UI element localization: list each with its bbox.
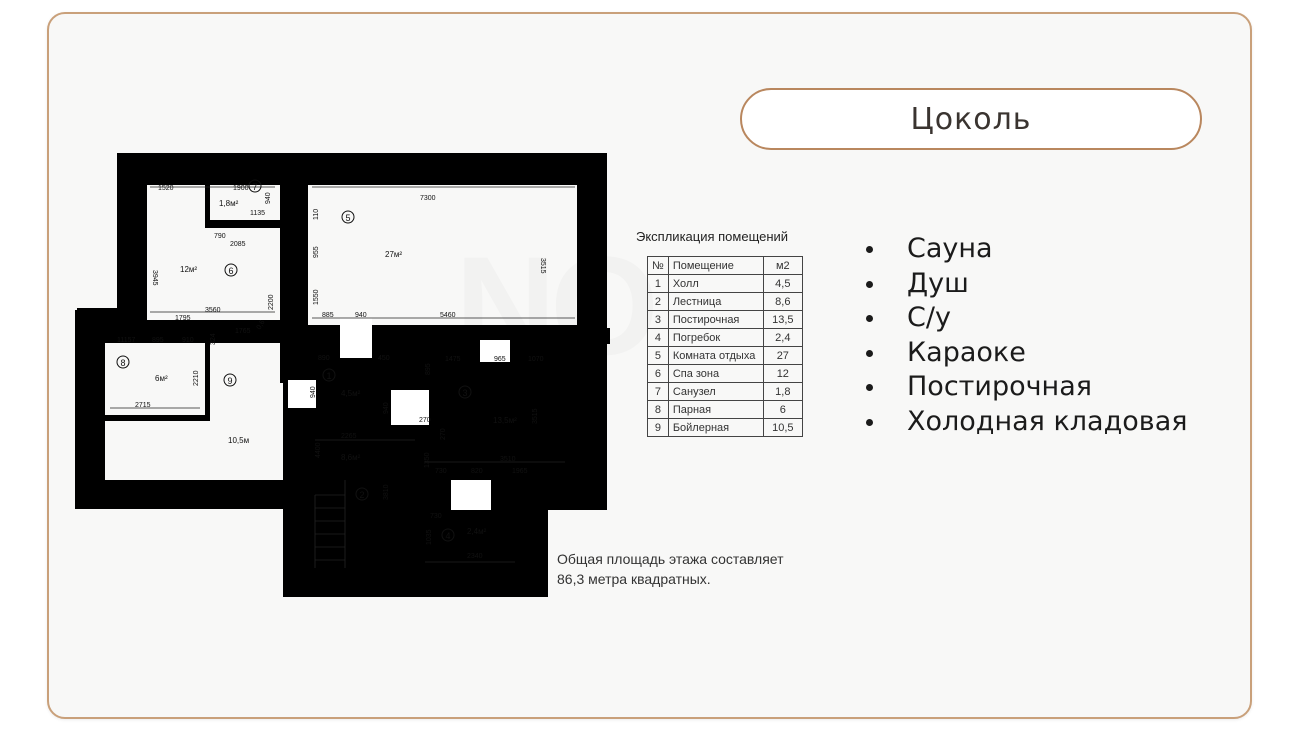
dim-label: 3945 xyxy=(151,270,158,286)
bullet-icon xyxy=(866,350,873,357)
feature-item xyxy=(866,405,1187,440)
legend-row xyxy=(648,329,803,347)
dim-label: 2085 xyxy=(230,241,246,248)
dim-label: 324 xyxy=(210,333,217,345)
total-area-note xyxy=(557,549,784,589)
feature-item xyxy=(866,232,1187,267)
dim-label: 270 xyxy=(419,417,431,424)
feature-item xyxy=(866,267,1187,302)
dim-label: 2715 xyxy=(135,402,151,409)
dim-label: 1965 xyxy=(512,468,528,475)
legend-num: 1 xyxy=(648,275,669,293)
feature-item xyxy=(866,370,1187,405)
dim-label: 1135 xyxy=(250,210,266,217)
dim-label: 270 xyxy=(440,428,447,440)
feature-label: Душ xyxy=(907,267,969,299)
dim-label: 11157 xyxy=(117,337,136,344)
room-area-7: 1,8м² xyxy=(219,199,239,208)
dim-label: 1035 xyxy=(426,529,433,545)
note-line-1: Общая площадь этажа составляет xyxy=(557,551,784,567)
dim-label: 110 xyxy=(313,208,320,220)
legend-room: Бойлерная xyxy=(668,419,763,437)
legend-row xyxy=(648,419,803,437)
dim-label: 940 xyxy=(265,192,272,204)
feature-item xyxy=(866,336,1187,371)
dim-label: 2340 xyxy=(467,553,483,560)
dim-label: 4400 xyxy=(315,442,322,458)
bullet-icon xyxy=(866,246,873,253)
legend-room: Постирочная xyxy=(668,311,763,329)
legend-num: 8 xyxy=(648,401,669,419)
dim-label: 730 xyxy=(430,513,442,520)
dim-label: 790 xyxy=(214,233,226,240)
room-area-6: 12м² xyxy=(180,265,198,274)
legend-title: Экспликация помещений xyxy=(636,229,789,244)
legend-row xyxy=(648,293,803,311)
dim-label: 3515 xyxy=(539,258,546,274)
legend-room: Санузел xyxy=(668,383,763,401)
legend-room: Лестница xyxy=(668,293,763,311)
room-area-1: 4,5м² xyxy=(341,389,361,398)
dim-label: 3810 xyxy=(383,484,390,500)
floor-plan-drawing xyxy=(75,150,610,600)
dim-label: 1900 xyxy=(233,185,249,192)
legend-room: Комната отдыха xyxy=(668,347,763,365)
legend-num: 7 xyxy=(648,383,669,401)
legend-header-area: м2 xyxy=(763,257,802,275)
legend-room: Холл xyxy=(668,275,763,293)
dim-label: 5460 xyxy=(440,312,456,319)
legend-row xyxy=(648,383,803,401)
room-number-9: 9 xyxy=(227,376,233,386)
dim-label: 7300 xyxy=(420,195,436,202)
legend-area: 12 xyxy=(763,365,802,383)
dim-label: 940 xyxy=(310,386,317,398)
room-area-5: 27м² xyxy=(385,250,403,259)
legend-num: 9 xyxy=(648,419,669,437)
legend-header-row xyxy=(648,257,803,275)
dim-label: 3510 xyxy=(500,456,516,463)
legend-row xyxy=(648,275,803,293)
note-line-2: 86,3 метра квадратных. xyxy=(557,571,711,587)
bullet-icon xyxy=(866,315,873,322)
dim-label: 1520 xyxy=(158,185,174,192)
legend-num: 4 xyxy=(648,329,669,347)
dim-label: 910 xyxy=(182,337,194,344)
dim-label: 2200 xyxy=(268,294,275,310)
dim-label: 955 xyxy=(313,246,320,258)
legend-room: Погребок xyxy=(668,329,763,347)
room-number-3: 3 xyxy=(462,388,468,398)
room-area-2: 8,6м² xyxy=(341,453,361,462)
dim-label: 895 xyxy=(152,337,164,344)
legend-row xyxy=(648,365,803,383)
room-number-7: 7 xyxy=(252,182,258,192)
room-number-8: 8 xyxy=(120,358,126,368)
room-area-8: 6м² xyxy=(155,374,168,383)
legend-area: 6 xyxy=(763,401,802,419)
legend-num: 5 xyxy=(648,347,669,365)
rooms-legend-table xyxy=(647,256,803,437)
feature-label: Сауна xyxy=(907,233,993,264)
page-title: Цоколь xyxy=(740,88,1202,150)
dim-label: 890 xyxy=(318,355,330,362)
legend-header-num: № xyxy=(648,257,669,275)
legend-room: Спа зона xyxy=(668,365,763,383)
bullet-icon xyxy=(866,281,873,288)
features-list xyxy=(866,232,1187,439)
dim-label: 885 xyxy=(322,312,334,319)
legend-area: 8,6 xyxy=(763,293,802,311)
feature-label: С/у xyxy=(907,302,951,333)
legend-room: Парная xyxy=(668,401,763,419)
bullet-icon xyxy=(866,419,873,426)
legend-area: 4,5 xyxy=(763,275,802,293)
dim-label: 1550 xyxy=(313,289,320,305)
room-number-6: 6 xyxy=(228,266,234,276)
dim-label: 730 xyxy=(435,468,447,475)
dim-label: 0,6 xyxy=(255,319,267,331)
bullet-icon xyxy=(866,384,873,391)
legend-num: 3 xyxy=(648,311,669,329)
room-number-4: 4 xyxy=(445,531,451,541)
room-area-3: 13,5м² xyxy=(493,416,517,425)
legend-num: 2 xyxy=(648,293,669,311)
dim-label: 1350 xyxy=(424,452,431,468)
room-area-4: 2,4м² xyxy=(467,527,487,536)
dim-label: 3560 xyxy=(205,307,221,314)
feature-label: Постирочная xyxy=(907,371,1092,402)
dim-label: 895 xyxy=(425,363,432,375)
dim-label: 940 xyxy=(383,402,390,414)
legend-area: 27 xyxy=(763,347,802,365)
legend-area: 13,5 xyxy=(763,311,802,329)
feature-label: Караоке xyxy=(907,336,1026,368)
room-area-9: 10,5м xyxy=(228,436,250,445)
dim-label: 2265 xyxy=(341,433,357,440)
legend-row xyxy=(648,347,803,365)
dim-label: 2210 xyxy=(193,370,200,386)
legend-area: 1,8 xyxy=(763,383,802,401)
dim-label: 820 xyxy=(471,468,483,475)
dim-label: 1795 xyxy=(175,315,191,322)
room-number-5: 5 xyxy=(345,213,351,223)
legend-area: 2,4 xyxy=(763,329,802,347)
legend-area: 10,5 xyxy=(763,419,802,437)
dim-label: 450 xyxy=(378,355,390,362)
floor-plan xyxy=(75,150,610,600)
dim-label: 1070 xyxy=(528,356,544,363)
dim-label: 940 xyxy=(355,312,367,319)
feature-label: Холодная кладовая xyxy=(907,405,1188,437)
dim-label: 965 xyxy=(494,356,506,363)
legend-row xyxy=(648,401,803,419)
feature-item xyxy=(866,301,1187,336)
dim-label: 3515 xyxy=(532,408,539,424)
dim-label: 1475 xyxy=(445,356,461,363)
room-number-1: 1 xyxy=(326,371,332,381)
dim-label: 1765 xyxy=(235,328,251,335)
legend-header-room: Помещение xyxy=(668,257,763,275)
room-number-2: 2 xyxy=(359,490,365,500)
legend-row xyxy=(648,311,803,329)
legend-num: 6 xyxy=(648,365,669,383)
